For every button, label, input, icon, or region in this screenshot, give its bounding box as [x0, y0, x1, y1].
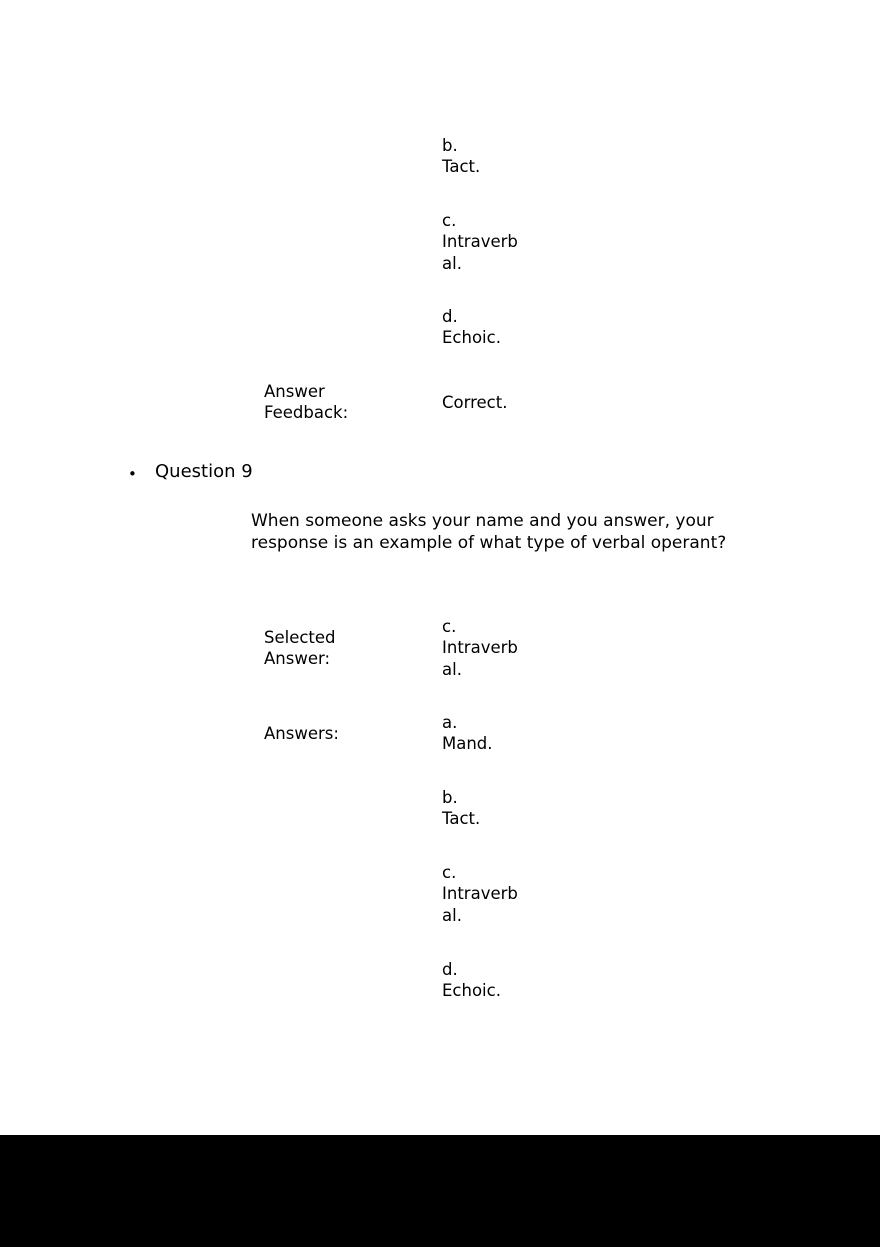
option-label: Mand. [442, 734, 493, 754]
option-label: Intraverbal. [442, 638, 518, 679]
option-label: Echoic. [442, 328, 501, 348]
answer-feedback-value: Correct. [442, 393, 508, 412]
bullet-icon: • [128, 465, 137, 483]
option-letter: b. [442, 788, 458, 807]
answer-option [442, 210, 522, 274]
answers-label: Answers: [264, 724, 339, 743]
option-letter: c. [442, 211, 457, 230]
option-label: Tact. [442, 157, 481, 177]
option-letter: a. [442, 713, 458, 732]
answer-option [442, 959, 522, 1002]
option-letter: d. [442, 960, 458, 979]
document-end-black-region [0, 1135, 880, 1247]
option-label: Echoic. [442, 981, 501, 1001]
answer-option [442, 135, 522, 178]
option-label: Intraverbal. [442, 884, 518, 925]
answer-option [442, 862, 522, 926]
option-letter: b. [442, 136, 458, 155]
option-letter: d. [442, 307, 458, 326]
answer-option [442, 712, 522, 755]
selected-answer-label: Selected Answer: [264, 628, 336, 669]
answer-option [442, 787, 522, 830]
answer-option [442, 306, 522, 349]
selected-answer-value [442, 616, 522, 680]
answer-feedback-label: Answer Feedback: [264, 382, 349, 423]
question-title: Question 9 [155, 461, 253, 482]
question-text: When someone asks your name and you answer, your response is an example of what type of verbal operant? [251, 511, 727, 554]
option-letter: c. [442, 863, 457, 882]
option-label: Intraverbal. [442, 232, 518, 273]
option-label: Tact. [442, 809, 481, 829]
option-letter: c. [442, 617, 457, 636]
